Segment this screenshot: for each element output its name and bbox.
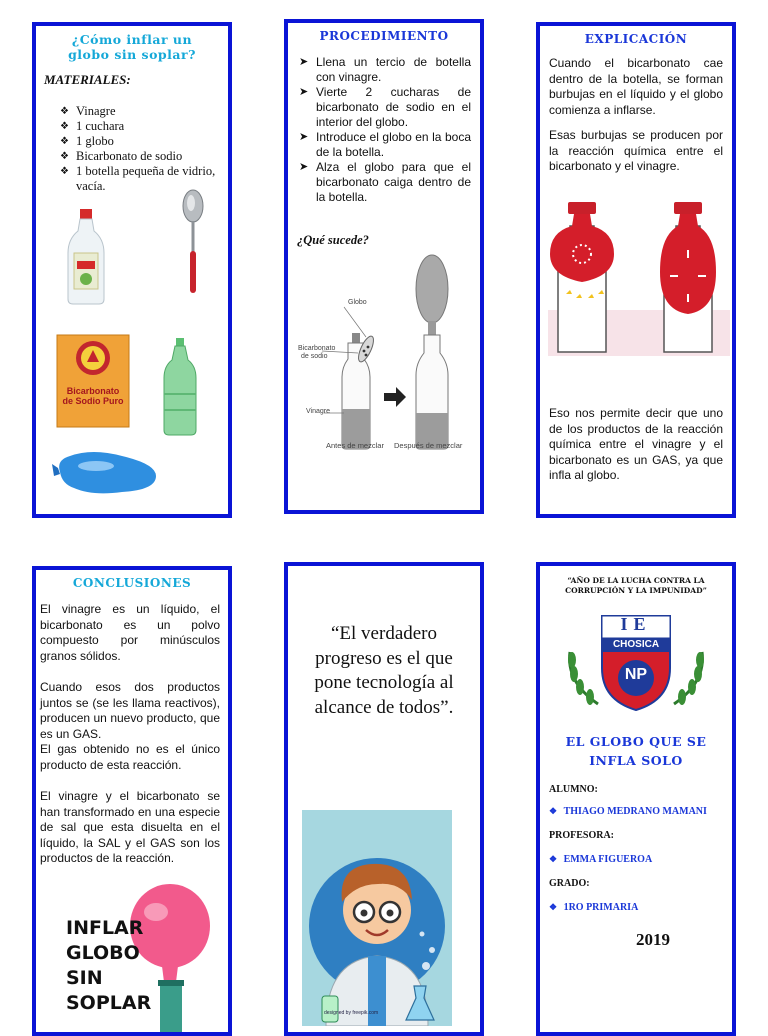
image-credit: designed by freepik.com — [324, 1010, 379, 1016]
poster-line: GLOBO — [66, 942, 140, 964]
label-globo: Globo — [348, 299, 367, 306]
conclusion-paragraph-2: Cuando esos dos productos juntos se (se les llama reactivos), producen un nuevo producto, que es un GAS. — [40, 680, 220, 741]
explanation-paragraph-1: Cuando el bicarbonato cae dentro de la botella, se forman burbujas en el líquido y el globo comienza a inflarse. — [549, 56, 723, 117]
panel-conclusions — [32, 566, 232, 1036]
label-bicarbonato-2: de sodio — [301, 353, 328, 360]
diamond-bullet-icon: ❖ — [549, 854, 558, 864]
baking-soda-box-image — [56, 334, 130, 428]
project-title: EL GLOBO QUE SE INFLA SOLO — [565, 734, 707, 768]
procedure-step: ➤ Llena un tercio de botella con vinagre. — [299, 55, 471, 85]
poster-line: INFLAR — [66, 917, 144, 939]
explanation-paragraph-3: Eso nos permite decir que uno de los productos de la reacción química entre el vinagre y el bicarbonato es un GAS, ya que infla al globo. — [549, 406, 723, 482]
panel2-title: PROCEDIMIENTO — [319, 29, 449, 43]
procedure-step: ➤ Vierte 2 cucharas de bicarbonato de sodio en el interior del globo. — [299, 85, 471, 130]
poster-line: SOPLAR — [66, 992, 152, 1014]
panel4-title: CONCLUSIONES — [72, 576, 192, 590]
panel3-title: EXPLICACIÓN — [584, 32, 688, 46]
profesora-name-text: EMMA FIGUEROA — [563, 854, 653, 865]
motto-text: “AÑO DE LA LUCHA CONTRA LA CORRUPCIÓN Y LA IMPUNIDAD” — [565, 576, 707, 595]
material-item: ❖ 1 botella pequeña de vidrio, vacía. — [60, 164, 222, 194]
material-item: ❖ Vinagre — [60, 104, 222, 119]
panel-quote — [284, 562, 484, 1036]
baking-soda-box-line-1: Bicarbonato — [66, 386, 120, 396]
materials-list — [60, 104, 222, 194]
procedure-steps — [299, 55, 471, 205]
panel-procedure — [284, 19, 484, 514]
panel-materials — [32, 22, 232, 518]
label-bicarbonato: Bicarbonato — [298, 345, 336, 352]
panel-explanation — [536, 22, 736, 518]
label-vinagre: Vinagre — [306, 408, 331, 415]
year-text: 2019 — [636, 930, 670, 949]
quote-text: “El verdadero progreso es el que pone tecnología al alcance de todos”. — [314, 623, 454, 718]
crest-school-name: CHOSICA — [612, 639, 660, 650]
material-item: ❖ Bicarbonato de sodio — [60, 149, 222, 164]
spoon-image — [179, 189, 207, 295]
panel1-title: ¿Cómo inflar un globo sin soplar? — [68, 32, 196, 62]
profesora-label: PROFESORA: — [549, 830, 614, 841]
diamond-bullet-icon: ❖ — [549, 902, 558, 912]
profesora-name — [549, 854, 652, 865]
crest-top-text: IE — [620, 614, 652, 634]
material-item: ❖ 1 globo — [60, 134, 222, 149]
plastic-bottle-image — [162, 338, 198, 436]
grado-label: GRADO: — [549, 878, 590, 889]
blue-balloon-image — [52, 446, 162, 502]
diamond-bullet-icon: ❖ — [549, 806, 558, 816]
grado-value — [549, 902, 638, 913]
question-heading: ¿Qué sucede? — [297, 233, 369, 247]
poster-text — [66, 916, 151, 1016]
procedure-step: ➤ Alza el globo para que el bicarbonato caiga dentro de la botella. — [299, 160, 471, 205]
alumno-label: ALUMNO: — [549, 784, 598, 795]
conclusion-paragraph-1: El vinagre es un líquido, el bicarbonato es un polvo compuesto por minúsculos granos sólidos. — [40, 602, 220, 663]
scientist-illustration — [302, 810, 452, 1026]
panel-cover — [536, 562, 736, 1036]
alumno-name-text: THIAGO MEDRANO MAMANI — [563, 806, 707, 817]
alumno-name — [549, 806, 707, 817]
vinegar-bottle-image — [66, 209, 106, 305]
baking-soda-box-line-2: de Sodio Puro — [62, 396, 124, 406]
grado-value-text: 1RO PRIMARIA — [563, 902, 639, 913]
materials-heading: MATERIALES: — [44, 72, 131, 87]
reaction-flasks-image — [548, 198, 730, 358]
explanation-paragraph-2: Esas burbujas se producen por la reacción química entre el bicarbonato y el vinagre. — [549, 128, 723, 173]
label-antes-mezclar: Antes de mezclar — [326, 441, 384, 450]
poster-line: SIN — [66, 967, 103, 989]
procedure-step: ➤ Introduce el globo en la boca de la botella. — [299, 130, 471, 160]
label-despues-mezclar: Después de mezclar — [394, 441, 463, 450]
crest-initials: NP — [624, 666, 648, 683]
material-item: ❖ 1 cuchara — [60, 119, 222, 134]
conclusion-paragraph-3: El gas obtenido no es el único producto de esta reacción. — [40, 742, 220, 772]
conclusion-paragraph-4: El vinagre y el bicarbonato se han transformado en una especie de sal que esta disuelta en el líquido, la SAL y el GAS son los productos de la reacción. — [40, 789, 220, 865]
